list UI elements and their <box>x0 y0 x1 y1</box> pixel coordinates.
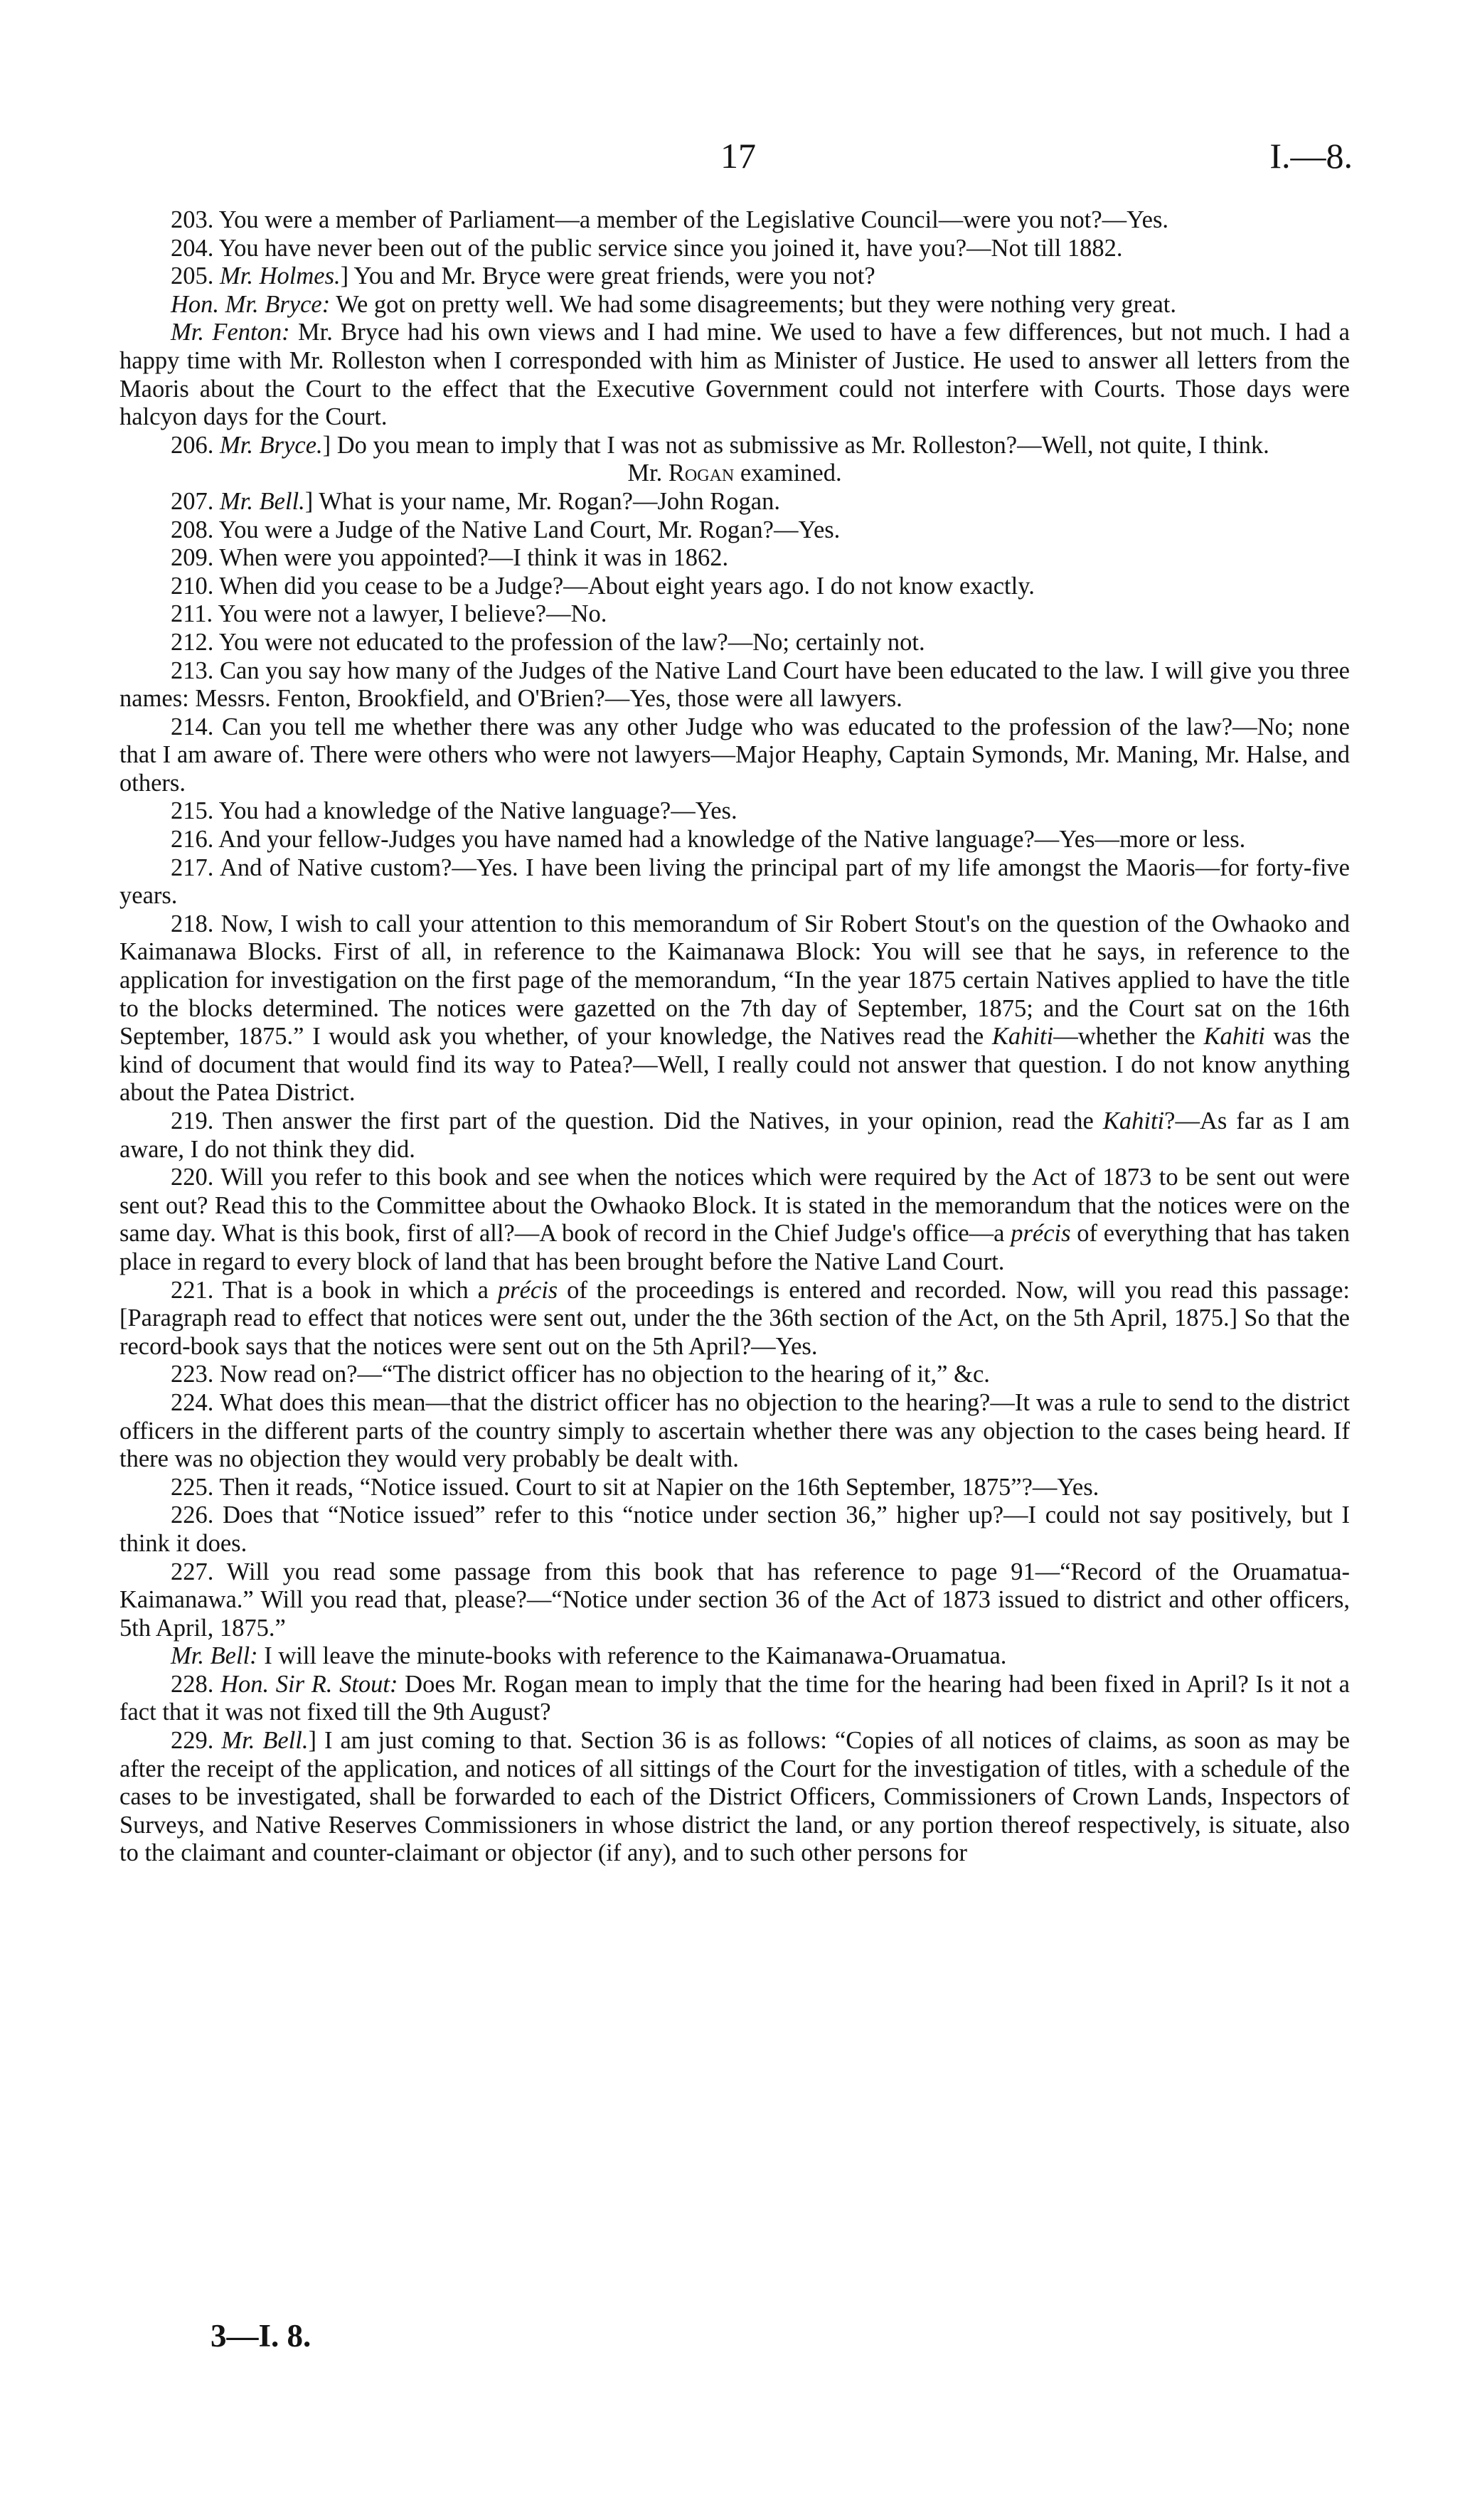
italic-term: Kahiti <box>991 1023 1054 1051</box>
speaker-paragraph: 206. Mr. Bryce.] Do you mean to imply that I was not as submissive as Mr. Rolleston?—Well, not quite, I think. <box>171 431 1269 459</box>
page-number: 17 <box>720 136 756 176</box>
question-paragraph: 217. And of Native custom?—Yes. I have been living the principal part of my life amongst the Maoris—for forty-five years. <box>119 854 1350 910</box>
question-paragraph: 213. Can you say how many of the Judges of the Native Land Court have been educated to the law. I will give you three names: Messrs. Fenton, Brookfield, and O'Brien?—Yes, those were all lawyers. <box>119 656 1350 713</box>
speaker-paragraph: 229. Mr. Bell.] I am just coming to that. Section 36 is as follows: “Copies of all notices of claims, as soon as may be after the receipt of the application, and notices of all sittings of the Court for the investigation of titles, with a schedule of the cases to be investigated, shall be forwarded to each of the District Officers, Commissioners of Crown Lands, Inspectors of Surveys, and Native Reserves Commissioners in whose district the land, or any portion thereof respectively, is situate, also to the claimant and counter-claimant or objector (if any), and to such other persons for <box>119 1727 1351 1867</box>
speaker-paragraph: 228. Hon. Sir R. Stout: Does Mr. Rogan mean to imply that the time for the hearing had been fixed in April? Is it not a fact that it was not fixed till the 9th August? <box>119 1670 1350 1726</box>
speaker-name: Hon. Mr. Bryce: <box>171 290 331 318</box>
question-paragraph: 209. When were you appointed?—I think it was in 1862. <box>171 544 729 572</box>
speaker-name: Hon. Sir R. Stout: <box>220 1670 398 1698</box>
witness-name: Rogan <box>668 459 735 487</box>
question-paragraph: 210. When did you cease to be a Judge?—About eight years ago. I do not know exactly. <box>171 572 1035 600</box>
speaker-name: Mr. Bell. <box>220 487 305 515</box>
speaker-paragraph: Mr. Fenton: Mr. Bryce had his own views and I had mine. We used to have a few differences, but not much. I had a happy time with Mr. Rolleston when I corresponded with him as Minister of Justice. He used to answer all letters from the Maoris about the Court to the effect that the Executive Government could not interfere with Courts. Those days were halcyon days for the Court. <box>119 319 1350 431</box>
question-paragraph: 215. You had a knowledge of the Native language?—Yes. <box>171 797 737 825</box>
body-text <box>119 206 1350 1868</box>
question-paragraph: 216. And your fellow-Judges you have named had a knowledge of the Native language?—Yes—more or less. <box>171 826 1246 854</box>
witness-heading: Mr. Rogan examined. <box>627 459 842 487</box>
document-reference: I.—8. <box>1269 136 1353 176</box>
speaker-paragraph: Mr. Bell: I will leave the minute-books with reference to the Kaimanawa-Oruamatua. <box>171 1642 1007 1670</box>
italic-term: précis <box>497 1276 558 1304</box>
question-paragraph: 223. Now read on?—“The district officer has no objection to the hearing of it,” &c. <box>171 1361 990 1388</box>
question-paragraph: 204. You have never been out of the public service since you joined it, have you?—Not till 1882. <box>171 234 1123 262</box>
question-paragraph: 214. Can you tell me whether there was any other Judge who was educated to the profession of the law?—No; none that I am aware of. There were others who were not lawyers—Major Heaphy, Captain Symonds, Mr. Maning, Mr. Halse, and others. <box>119 713 1350 797</box>
speaker-name: Mr. Fenton: <box>171 319 290 346</box>
question-paragraph: 227. Will you read some passage from this book that has reference to page 91—“Record of the Oruamatua-Kaimanawa.” Will you read that, please?—“Notice under section 36 of the Act of 1873 issued to district and other officers, 5th April, 1875.” <box>119 1558 1350 1642</box>
italic-term: précis <box>1011 1220 1071 1248</box>
speaker-name: Mr. Holmes. <box>220 262 341 290</box>
italic-term: Kahiti <box>1203 1023 1265 1051</box>
question-paragraph: 212. You were not educated to the profession of the law?—No; certainly not. <box>171 628 925 656</box>
page-header <box>0 135 1470 185</box>
question-paragraph: 203. You were a member of Parliament—a member of the Legislative Council—were you not?—Yes. <box>171 206 1169 233</box>
question-paragraph: 219. Then answer the first part of the question. Did the Natives, in your opinion, read the Kahiti?—As far as I am aware, I do not think they did. <box>119 1107 1350 1163</box>
question-paragraph: 225. Then it reads, “Notice issued. Court to sit at Napier on the 16th September, 1875”?—Yes. <box>171 1473 1099 1501</box>
speaker-name: Mr. Bell. <box>221 1727 309 1755</box>
question-paragraph: 221. That is a book in which a précis of the proceedings is entered and recorded. Now, will you read this passage: [Paragraph read to effect that notices were sent out, under the the 36th section of the Act, on the 5th April, 1875.] So that the record-book says that the notices were sent out on the 5th April?—Yes. <box>119 1276 1350 1360</box>
question-paragraph: 218. Now, I wish to call your attention to this memorandum of Sir Robert Stout's on the question of the Owhaoko and Kaimanawa Blocks. First of all, in reference to the Kaimanawa Block: You will see that he says, in reference to the application for investigation on the first page of the memorandum, “In the year 1875 certain Natives applied to have the title to the blocks determined. The notices were gazetted on the 7th day of September, 1875; and the Court sat on the 16th September, 1875.” I would ask you whether, of your knowledge, the Natives read the Kahiti—whether the Kahiti was the kind of document that would find its way to Patea?—Well, I really could not answer that question. I do not know anything about the Patea District. <box>119 910 1350 1107</box>
speaker-name: Mr. Bell: <box>171 1642 258 1670</box>
speaker-paragraph: 207. Mr. Bell.] What is your name, Mr. Rogan?—John Rogan. <box>171 487 780 515</box>
signature-mark: 3—I. 8. <box>211 2318 311 2354</box>
question-paragraph: 220. Will you refer to this book and see when the notices which were required by the Act of 1873 to be sent out were sent out? Read this to the Committee about the Owhaoko Block. It is stated in the memorandum that the notices were on the same day. What is this book, first of all?—A book of record in the Chief Judge's office—a précis of everything that has taken place in regard to every block of land that has been brought before the Native Land Court. <box>119 1164 1350 1275</box>
speaker-paragraph: Hon. Mr. Bryce: We got on pretty well. We had some disagreements; but they were nothing very great. <box>171 290 1176 318</box>
speaker-paragraph: 205. Mr. Holmes.] You and Mr. Bryce were great friends, were you not? <box>171 262 875 290</box>
speaker-name: Mr. Bryce. <box>220 431 323 459</box>
italic-term: Kahiti <box>1102 1107 1165 1134</box>
question-paragraph: 208. You were a Judge of the Native Land Court, Mr. Rogan?—Yes. <box>171 516 841 543</box>
question-paragraph: 226. Does that “Notice issued” refer to this “notice under section 36,” higher up?—I could not say positively, but I think it does. <box>119 1501 1350 1557</box>
question-paragraph: 224. What does this mean—that the district officer has no objection to the hearing?—It was a rule to send to the district officers in the different parts of the country simply to ascertain whether there was any objection to the cases being heard. If there was no objection they would very probably be dealt with. <box>119 1388 1350 1473</box>
question-paragraph: 211. You were not a lawyer, I believe?—No. <box>171 600 607 628</box>
